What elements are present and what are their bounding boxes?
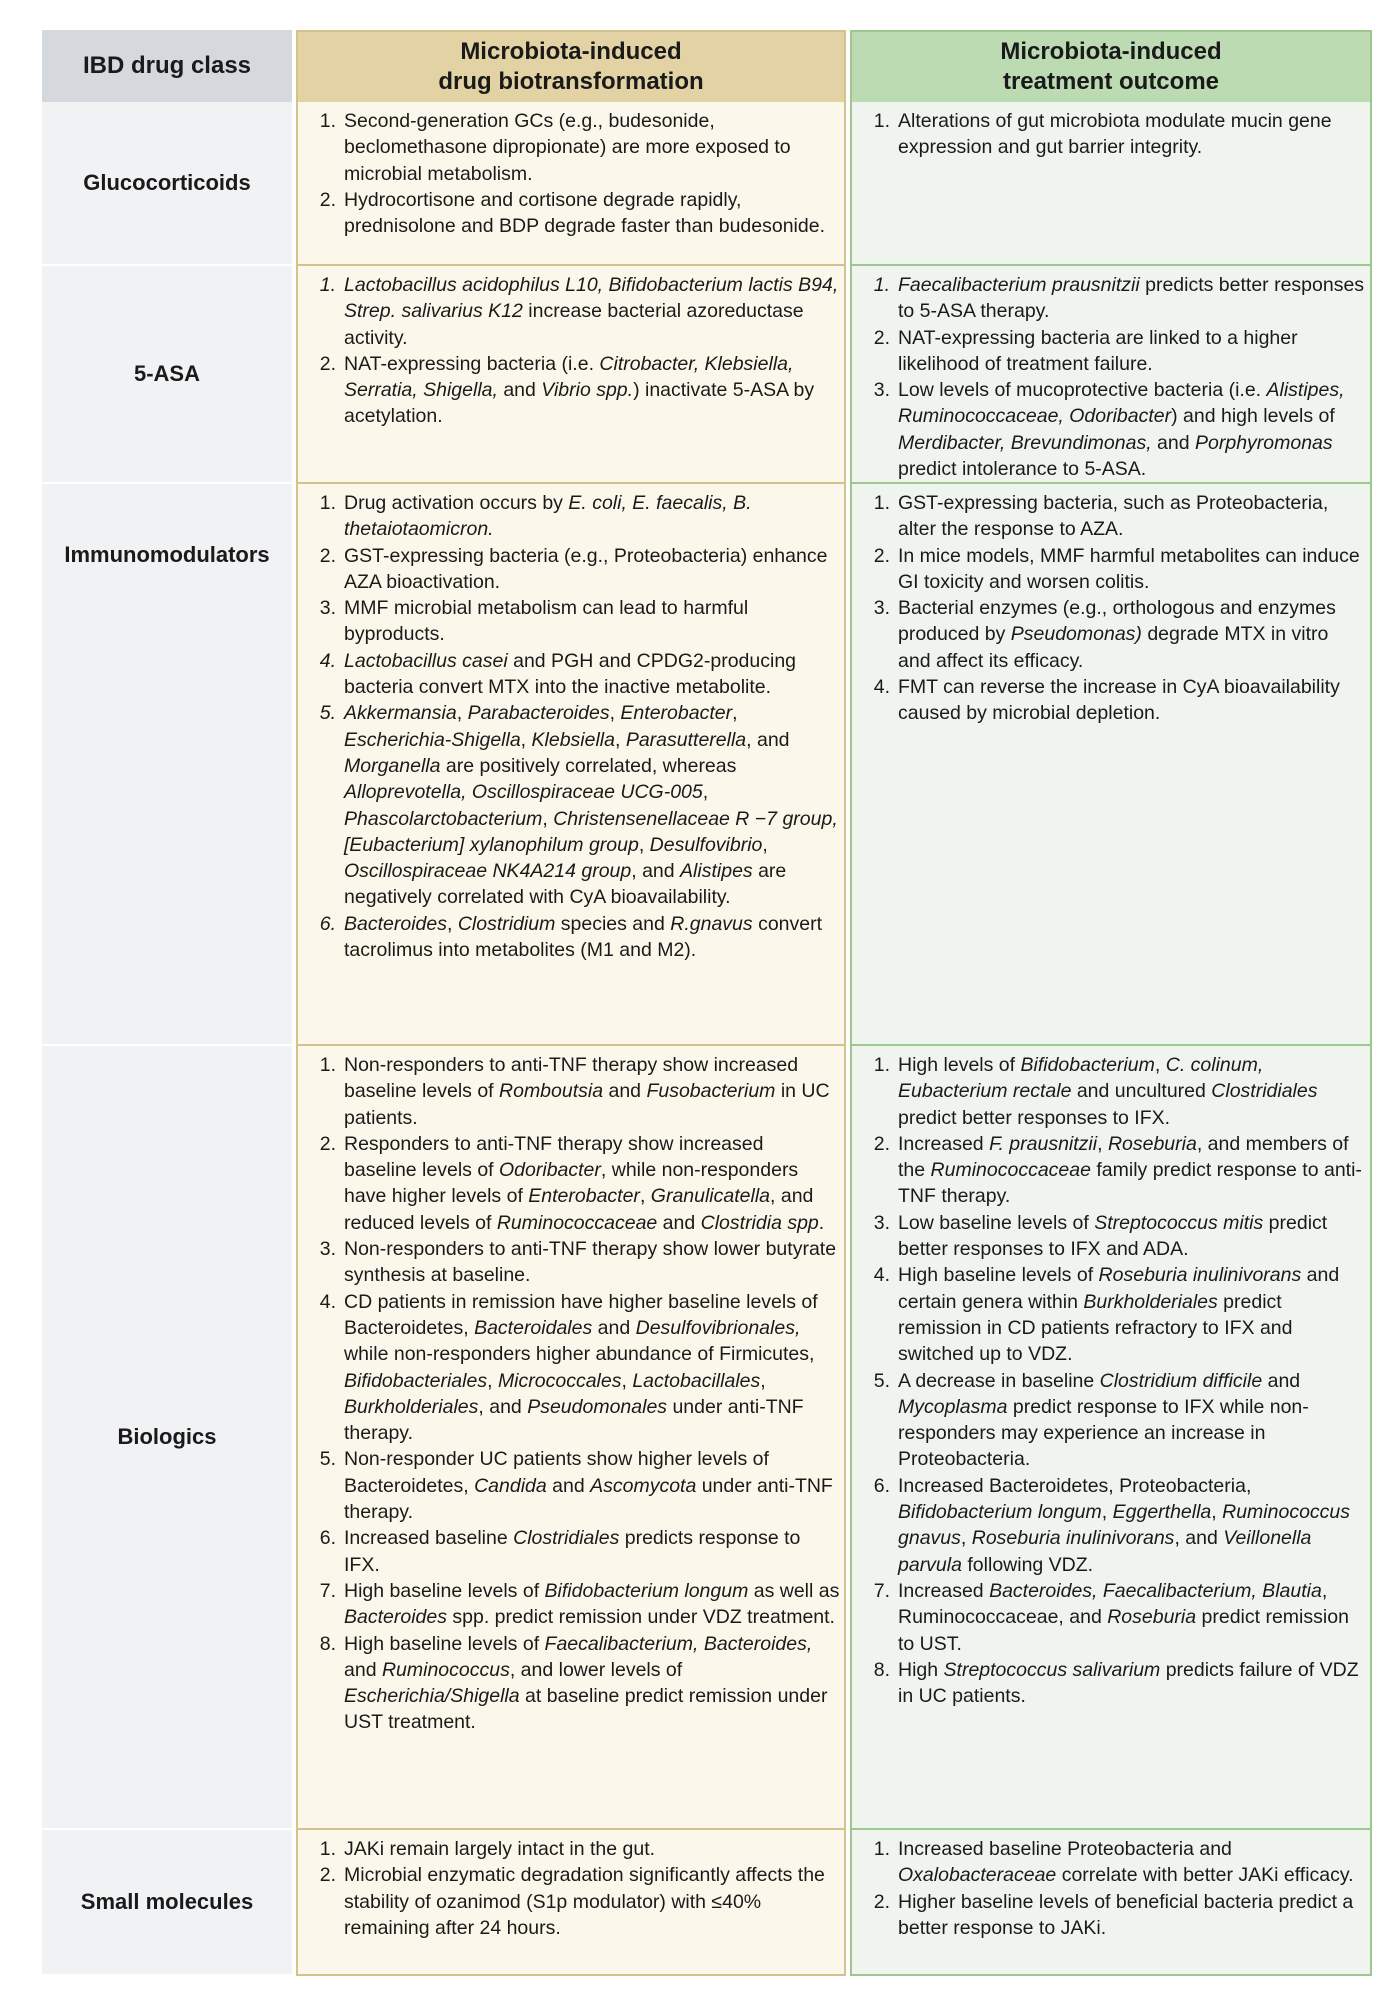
item-text: Non-responders to anti-TNF therapy show increased baseline levels of Romboutsia and Fusobacterium in UC patients. — [344, 1054, 830, 1129]
item-text: High baseline levels of Roseburia inulinivorans and certain genera within Burkholderiales predict remission in CD patients refractory to IFX and switched up to VDZ. — [898, 1264, 1340, 1366]
item-text: Increased Bacteroides, Faecalibacterium, Blautia, Ruminococcaceae, and Roseburia predict remission to UST. — [898, 1579, 1349, 1655]
item-number: 5. — [873, 1369, 890, 1392]
list-item — [860, 543, 1366, 596]
item-text: CD patients in remission have higher baseline levels of Bacteroidetes, Bacteroidales and Desulfovibrionales, while non-responders higher abundance of Firmicutes, Bifidobacteriales, Micrococcales, Lactobacillales, Burkholderiales, and Pseudomonales under anti-TNF therapy. — [344, 1290, 818, 1445]
item-number: 1. — [873, 110, 890, 132]
item-number: 3. — [873, 1211, 890, 1234]
list-item — [306, 543, 840, 596]
list-item — [306, 272, 840, 351]
outcome-cell — [850, 266, 1372, 484]
item-text: Bacteroides, Clostridium species and R.gnavus convert tacrolimus into metabolites (M1 and M2). — [344, 912, 823, 962]
header-biotransformation-line-1: Microbiota-induced — [460, 38, 682, 65]
list-item — [306, 108, 840, 187]
item-number: 5. — [319, 702, 336, 725]
item-number: 5. — [319, 1448, 336, 1471]
item-text: High baseline levels of Bifidobacterium longum as well as Bacteroides spp. predict remission under VDZ treatment. — [344, 1579, 840, 1629]
list-item — [306, 1578, 840, 1631]
item-number: 8. — [873, 1658, 890, 1681]
item-text: Increased F. prausnitzii, Roseburia, and members of the Ruminococcaceae family predict response to anti-TNF therapy. — [898, 1132, 1362, 1208]
item-text: Drug activation occurs by E. coli, E. faecalis, B. thetaiotaomicron. — [344, 492, 752, 541]
list-item — [860, 1368, 1366, 1473]
item-text: High levels of Bifidobacterium, C. colinum, Eubacterium rectale and uncultured Clostridiales predict better responses to IFX. — [898, 1054, 1318, 1129]
drug-class-cell: Glucocorticoids — [42, 102, 292, 266]
list-item — [860, 1131, 1366, 1210]
item-number: 2. — [319, 352, 336, 375]
header-outcome — [850, 30, 1372, 102]
item-text: High baseline levels of Faecalibacterium, Bacteroides, and Ruminococcus, and lower levels of Escherichia/Shigella at baseline predict remission under UST treatment. — [344, 1632, 828, 1734]
item-number: 4. — [319, 649, 336, 672]
list-item — [306, 1836, 840, 1862]
item-text: Second-generation GCs (e.g., budesonide, beclomethasone dipropionate) are more exposed to microbial metabolism. — [344, 110, 791, 185]
list-item — [860, 1578, 1366, 1657]
item-number: 4. — [873, 1264, 890, 1287]
item-text: In mice models, MMF harmful metabolites can induce GI toxicity and worsen colitis. — [898, 544, 1360, 593]
list-item — [860, 1889, 1366, 1942]
item-text: Bacterial enzymes (e.g., orthologous and enzymes produced by Pseudomonas) degrade MTX in vitro and affect its efficacy. — [898, 597, 1336, 672]
outcome-cell — [850, 1046, 1372, 1830]
row-biologics — [42, 1046, 1372, 1830]
item-text: NAT-expressing bacteria (i.e. Citrobacter, Klebsiella, Serratia, Shigella, and Vibrio spp.) inactivate 5-ASA by acetylation. — [344, 352, 815, 428]
item-number: 1. — [873, 1838, 890, 1860]
item-text: GST-expressing bacteria, such as Proteobacteria, alter the response to AZA. — [898, 492, 1329, 541]
list-item — [306, 1052, 840, 1131]
item-text: Increased Bacteroidetes, Proteobacteria, Bifidobacterium longum, Eggerthella, Ruminococcus gnavus, Roseburia inulinivorans, and Veillonella parvula following VDZ. — [898, 1474, 1351, 1576]
item-number: 7. — [319, 1579, 336, 1602]
item-number: 1. — [319, 1054, 336, 1076]
list-item — [860, 490, 1366, 543]
item-number: 1. — [319, 274, 336, 296]
item-number: 2. — [873, 1132, 890, 1155]
list-item — [306, 1289, 840, 1447]
biotransformation-cell — [296, 1830, 846, 1976]
drug-class-cell: Small molecules — [42, 1830, 292, 1976]
drug-class-cell: Biologics — [42, 1046, 292, 1830]
item-text: Responders to anti-TNF therapy show increased baseline levels of Odoribacter, while non-responders have higher levels of Enterobacter, Granulicatella, and reduced levels of Ruminococcaceae and Clostridia spp. — [344, 1132, 825, 1234]
item-text: Alterations of gut microbiota modulate mucin gene expression and gut barrier integrity. — [898, 110, 1332, 159]
header-outcome-line-1: Microbiota-induced — [1000, 38, 1222, 65]
outcome-cell — [850, 102, 1372, 266]
header-row — [42, 30, 1372, 102]
item-number: 3. — [319, 597, 336, 620]
item-text: High Streptococcus salivarium predicts failure of VDZ in UC patients. — [898, 1658, 1359, 1708]
item-text: GST-expressing bacteria (e.g., Proteobacteria) enhance AZA bioactivation. — [344, 544, 828, 593]
biotransformation-cell — [296, 266, 846, 484]
list-item — [860, 325, 1366, 378]
item-text: Lactobacillus acidophilus L10, Bifidobacterium lactis B94, Strep. salivarius K12 increase bacterial azoreductase activity. — [344, 274, 839, 349]
list-item — [860, 1210, 1366, 1263]
drug-class-cell: 5-ASA — [42, 266, 292, 484]
list-item — [306, 1131, 840, 1236]
list-item — [860, 1836, 1366, 1889]
item-text: Microbial enzymatic degradation significantly affects the stability of ozanimod (S1p modulator) with ≤40% remaining after 24 hours. — [344, 1864, 825, 1939]
list-item — [860, 595, 1366, 674]
header-drug-class: IBD drug class — [42, 30, 292, 102]
row-immunomodulators — [42, 484, 1372, 1046]
drug-microbiota-table — [42, 30, 1372, 1976]
list-item — [860, 272, 1366, 325]
item-number: 1. — [319, 492, 336, 514]
list-item — [306, 1525, 840, 1578]
item-text: Akkermansia, Parabacteroides, Enterobacter, Escherichia-Shigella, Klebsiella, Parasutterella, and Morganella are positively correlated, whereas Alloprevotella, Oscillospiraceae UCG-005, Phascolarctobacterium, Christensenellaceae R −7 group, [Eubacterium] xylanophilum group, Desulfovibrio, Oscillospiraceae NK4A214 group, and Alistipes are negatively correlated with CyA bioavailability. — [344, 702, 838, 909]
item-text: Increased baseline Clostridiales predicts response to IFX. — [344, 1527, 801, 1576]
item-text: Non-responders to anti-TNF therapy show lower butyrate synthesis at baseline. — [344, 1238, 837, 1287]
item-number: 7. — [873, 1579, 890, 1602]
list-item — [306, 351, 840, 430]
item-number: 1. — [873, 274, 890, 296]
item-number: 8. — [319, 1632, 336, 1655]
list-item — [860, 674, 1366, 727]
row-glucocorticoids — [42, 102, 1372, 266]
list-item — [306, 911, 840, 964]
item-number: 4. — [873, 676, 890, 699]
item-text: A decrease in baseline Clostridium difficile and Mycoplasma predict response to IFX while non-responders may experience an increase in Proteobacteria. — [898, 1369, 1309, 1471]
list-item — [306, 648, 840, 701]
list-item — [860, 1473, 1366, 1578]
item-text: Higher baseline levels of beneficial bacteria predict a better response to JAKi. — [898, 1890, 1354, 1939]
item-number: 2. — [873, 326, 890, 349]
item-number: 2. — [873, 544, 890, 567]
item-text: Hydrocortisone and cortisone degrade rapidly, prednisolone and BDP degrade faster than budesonide. — [344, 188, 825, 238]
item-text: Low baseline levels of Streptococcus mitis predict better responses to IFX and ADA. — [898, 1211, 1328, 1261]
item-text: NAT-expressing bacteria are linked to a higher likelihood of treatment failure. — [898, 326, 1298, 375]
header-outcome-line-2: treatment outcome — [1002, 68, 1220, 95]
item-text: Faecalibacterium prausnitzii predicts better responses to 5-ASA therapy. — [898, 274, 1365, 323]
item-text: Increased baseline Proteobacteria and Oxalobacteraceae correlate with better JAKi efficacy. — [898, 1838, 1354, 1887]
list-item — [306, 1631, 840, 1736]
item-number: 1. — [319, 1838, 336, 1860]
list-item — [306, 490, 840, 543]
list-item — [306, 1862, 840, 1941]
item-number: 2. — [873, 1890, 890, 1913]
biotransformation-cell — [296, 102, 846, 266]
item-number: 3. — [873, 379, 890, 402]
item-number: 1. — [873, 1054, 890, 1076]
list-item — [306, 1446, 840, 1525]
item-text: JAKi remain largely intact in the gut. — [344, 1838, 656, 1860]
header-biotransformation — [296, 30, 846, 102]
item-text: FMT can reverse the increase in CyA bioavailability caused by microbial depletion. — [898, 676, 1340, 725]
item-text: Low levels of mucoprotective bacteria (i.e. Alistipes, Ruminococcaceae, Odoribacter) and high levels of Merdibacter, Brevundimonas, and Porphyromonas predict intolerance to 5-ASA. — [898, 379, 1345, 481]
list-item — [306, 595, 840, 648]
item-text: Lactobacillus casei and PGH and CPDG2-producing bacteria convert MTX into the inactive metabolite. — [344, 649, 797, 699]
list-item — [860, 1262, 1366, 1367]
item-number: 3. — [319, 1238, 336, 1261]
outcome-cell — [850, 484, 1372, 1046]
header-biotransformation-line-2: drug biotransformation — [438, 68, 704, 95]
list-item — [860, 377, 1366, 482]
row-small-molecules — [42, 1830, 1372, 1976]
item-number: 3. — [873, 597, 890, 620]
outcome-cell — [850, 1830, 1372, 1976]
item-number: 4. — [319, 1290, 336, 1313]
item-number: 1. — [319, 110, 336, 132]
biotransformation-cell — [296, 484, 846, 1046]
list-item — [306, 187, 840, 240]
list-item — [860, 1657, 1366, 1710]
list-item — [860, 1052, 1366, 1131]
item-number: 1. — [873, 492, 890, 514]
item-text: Non-responder UC patients show higher levels of Bacteroidetes, Candida and Ascomycota under anti-TNF therapy. — [344, 1448, 833, 1524]
item-number: 2. — [319, 1864, 336, 1887]
item-number: 2. — [319, 1132, 336, 1155]
item-number: 6. — [319, 912, 336, 935]
list-item — [306, 1236, 840, 1289]
item-number: 6. — [319, 1527, 336, 1550]
item-number: 6. — [873, 1474, 890, 1497]
item-number: 2. — [319, 544, 336, 567]
item-text: MMF microbial metabolism can lead to harmful byproducts. — [344, 597, 749, 646]
list-item — [306, 700, 840, 910]
item-number: 2. — [319, 188, 336, 211]
row-5-asa — [42, 266, 1372, 484]
drug-class-cell: Immunomodulators — [42, 484, 292, 1046]
list-item — [860, 108, 1366, 161]
biotransformation-cell — [296, 1046, 846, 1830]
